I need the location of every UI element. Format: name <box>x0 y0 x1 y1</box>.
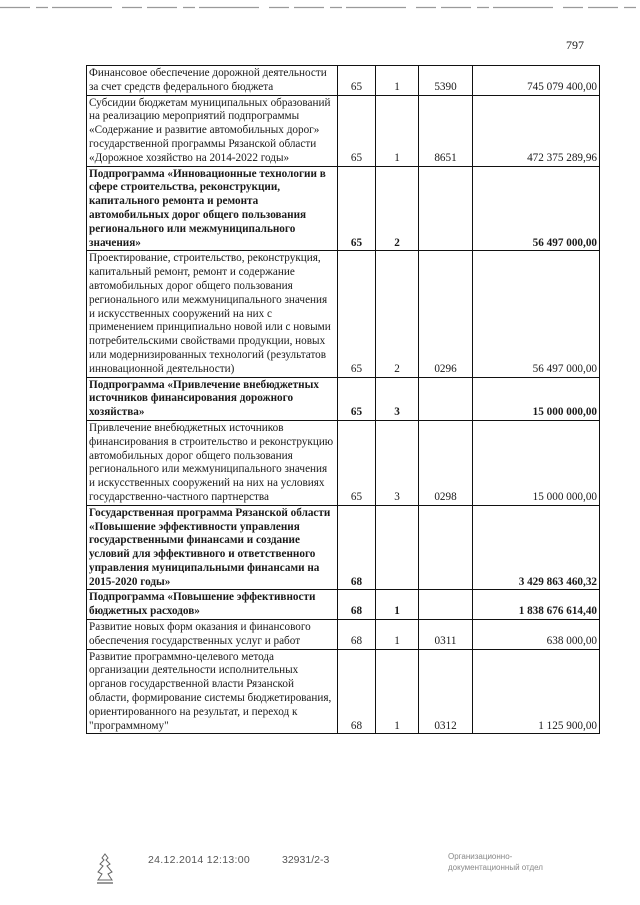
page-number: 797 <box>566 38 584 52</box>
row-code-3-cell: 0312 <box>419 649 473 734</box>
row-code-2-cell <box>376 505 419 590</box>
row-amount-cell: 472 375 289,96 <box>473 95 600 166</box>
scan-edge-streak <box>0 6 640 9</box>
row-name-cell: Проектирование, строительство, реконструкция, капитальный ремонт, ремонт и содержание автомобильных дорог общего пользования регионального или межмуниципального значения и искусственных сооружений на них с применением принципиально новой или с новыми потребительскими свойствами продукции, новых или модернизированных технологий (результатов инновационной деятельности) <box>87 251 338 377</box>
row-code-3-cell: 5390 <box>419 66 473 96</box>
row-amount-cell: 3 429 863 460,32 <box>473 505 600 590</box>
row-amount-cell: 638 000,00 <box>473 620 600 650</box>
table-row <box>87 66 600 96</box>
row-amount-cell: 1 838 676 614,40 <box>473 590 600 620</box>
row-code-1-cell: 65 <box>338 251 376 377</box>
table-row <box>87 649 600 734</box>
row-code-2-cell: 2 <box>376 166 419 251</box>
row-code-1-cell: 68 <box>338 649 376 734</box>
row-code-1-cell: 68 <box>338 620 376 650</box>
table-row <box>87 377 600 420</box>
table-row <box>87 166 600 251</box>
row-name-cell: Субсидии бюджетам муниципальных образований на реализацию мероприятий подпрограммы «Содержание и развитие автомобильных дорог» государственной программы Рязанской области «Дорожное хозяйство на 2014-2022 годы» <box>87 95 338 166</box>
row-code-1-cell: 65 <box>338 166 376 251</box>
row-amount-cell: 15 000 000,00 <box>473 420 600 505</box>
row-code-2-cell: 2 <box>376 251 419 377</box>
row-code-3-cell: 8651 <box>419 95 473 166</box>
budget-table-body <box>87 66 600 734</box>
row-name-cell: Привлечение внебюджетных источников финансирования в строительство и реконструкцию автомобильных дорог общего пользования регионального или межмуниципального значения и искусственных сооружений на них на условиях государственно-частного партнерства <box>87 420 338 505</box>
row-code-1-cell: 65 <box>338 420 376 505</box>
row-code-1-cell: 68 <box>338 505 376 590</box>
row-amount-cell: 56 497 000,00 <box>473 251 600 377</box>
row-amount-cell: 745 079 400,00 <box>473 66 600 96</box>
row-amount-cell: 15 000 000,00 <box>473 377 600 420</box>
row-code-3-cell: 0298 <box>419 420 473 505</box>
row-code-3-cell <box>419 590 473 620</box>
table-row <box>87 505 600 590</box>
row-name-cell: Подпрограмма «Привлечение внебюджетных источников финансирования дорожного хозяйства» <box>87 377 338 420</box>
row-code-3-cell <box>419 505 473 590</box>
budget-table <box>86 65 600 734</box>
footer-date: 24.12.2014 12:13:00 <box>148 854 251 866</box>
table-row <box>87 620 600 650</box>
table-row <box>87 420 600 505</box>
row-code-2-cell: 1 <box>376 66 419 96</box>
row-amount-cell: 56 497 000,00 <box>473 166 600 251</box>
row-code-1-cell: 65 <box>338 66 376 96</box>
row-amount-cell: 1 125 900,00 <box>473 649 600 734</box>
table-row <box>87 251 600 377</box>
row-name-cell: Государственная программа Рязанской области «Повышение эффективности управления государственными финансами и создание условий для эффективного и ответственного управления муниципальными финансами на 2015-2020 годы» <box>87 505 338 590</box>
row-code-1-cell: 68 <box>338 590 376 620</box>
row-name-cell: Развитие новых форм оказания и финансового обеспечения государственных услуг и работ <box>87 620 338 650</box>
row-code-1-cell: 65 <box>338 95 376 166</box>
row-code-2-cell: 1 <box>376 95 419 166</box>
footer-department-line: документационный отдел <box>448 863 543 872</box>
row-code-3-cell: 0311 <box>419 620 473 650</box>
row-code-2-cell: 1 <box>376 620 419 650</box>
footer-department-line: Организационно- <box>448 852 513 861</box>
footer-document-code: 32931/2-3 <box>282 854 330 866</box>
row-name-cell: Развитие программно-целевого метода организации деятельности исполнительных органов государственной власти Рязанской области, формирование системы бюджетирования, ориентированного на результат, и переход к "программному" <box>87 649 338 734</box>
row-code-2-cell: 1 <box>376 590 419 620</box>
footer-department-stamp <box>448 851 598 873</box>
row-code-1-cell: 65 <box>338 377 376 420</box>
row-name-cell: Подпрограмма «Повышение эффективности бюджетных расходов» <box>87 590 338 620</box>
row-name-cell: Финансовое обеспечение дорожной деятельности за счет средств федерального бюджета <box>87 66 338 96</box>
row-code-3-cell <box>419 377 473 420</box>
row-code-2-cell: 3 <box>376 377 419 420</box>
table-row <box>87 590 600 620</box>
row-name-cell: Подпрограмма «Инновационные технологии в сфере строительства, реконструкции, капитального ремонта и ремонта автомобильных дорог общего пользования регионального или межмуниципального значения» <box>87 166 338 251</box>
row-code-3-cell: 0296 <box>419 251 473 377</box>
row-code-3-cell <box>419 166 473 251</box>
coat-of-arms-stamp <box>94 852 116 886</box>
row-code-2-cell: 1 <box>376 649 419 734</box>
table-row <box>87 95 600 166</box>
row-code-2-cell: 3 <box>376 420 419 505</box>
